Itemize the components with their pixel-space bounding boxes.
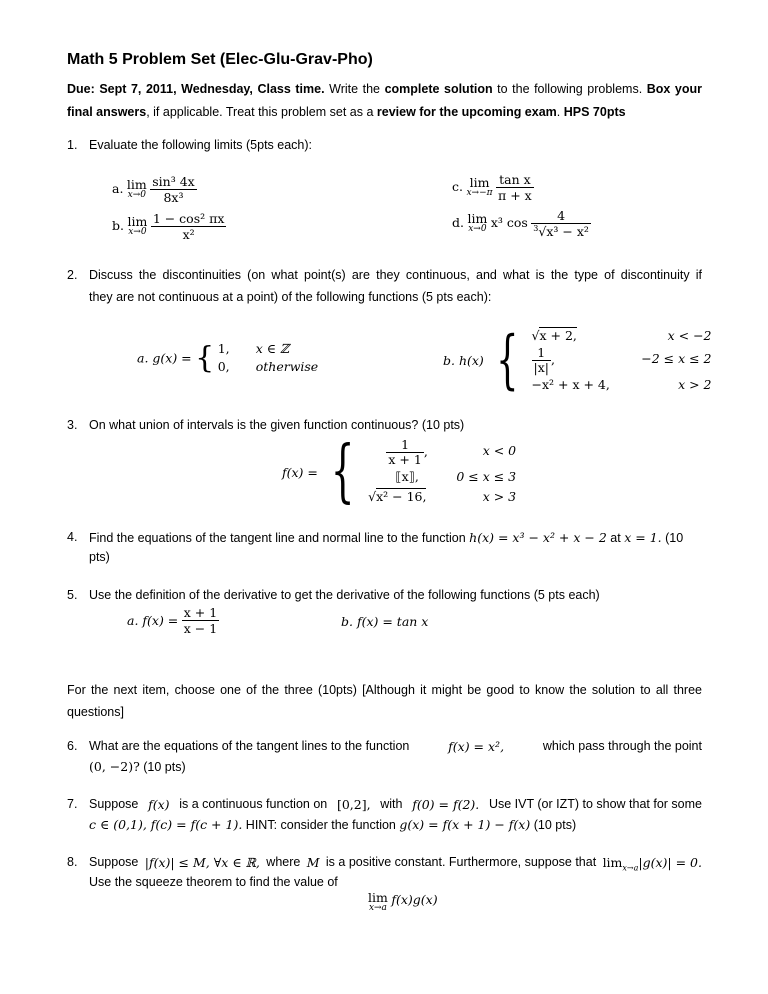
lim-operator — [466, 174, 493, 199]
next-item-line1: For the next item, choose one of the three (10pts) [Although it might be good to know the solution to all three — [67, 683, 702, 697]
left-brace: { — [195, 340, 215, 376]
q2b-function — [443, 325, 712, 395]
function-label: a. g(x) = — [137, 350, 192, 366]
case-value: 0, — [217, 359, 230, 374]
q1-text: Evaluate the following limits (5pts each): — [89, 138, 313, 152]
q3-text: On what union of intervals is the given function continuous? (10 pts) — [89, 418, 465, 432]
case-value: −x² + x + 4, — [531, 376, 610, 392]
numerator: x + 1 — [183, 605, 218, 620]
q3-number: 3. — [67, 418, 78, 432]
q8-text: is a positive constant. Furthermore, suppose that — [325, 855, 597, 869]
intro-paragraph — [67, 78, 702, 101]
case-condition: x > 2 — [678, 376, 712, 392]
fraction — [150, 174, 196, 205]
denominator: π + x — [498, 188, 532, 203]
q6-text: which pass through the point — [542, 739, 702, 753]
q7-points: (10 pts) — [533, 818, 577, 832]
intro-paragraph-2 — [67, 101, 626, 124]
q1-number: 1. — [67, 138, 78, 152]
q7-line2 — [89, 817, 576, 832]
q4-line2: pts) — [89, 550, 110, 564]
q5b-function: b. f(x) = tan x — [341, 614, 429, 629]
q3-function — [282, 432, 517, 511]
intro-text: Write the — [324, 82, 385, 96]
intro-text: to the following problems. — [492, 82, 647, 96]
denominator: |x| — [533, 359, 549, 375]
case-value: √x² − 16, — [368, 488, 427, 504]
case-condition: x > 3 — [482, 488, 517, 504]
lim-word: lim — [368, 890, 388, 905]
piecewise-cases — [218, 340, 318, 376]
q8-text: Suppose — [89, 855, 139, 869]
q2-line2: they are not continuous at a point) of the following functions (5 pts each): — [89, 290, 492, 304]
fraction — [182, 605, 219, 636]
denominator: x + 1 — [388, 451, 422, 467]
q8-line2: Use the squeeze theorem to find the value of — [89, 875, 338, 889]
intro-text: , if applicable. Treat this problem set as a — [146, 105, 377, 119]
denominator: x − 1 — [183, 621, 218, 636]
radicand: x + 2, — [539, 327, 577, 343]
q5a-function — [127, 605, 219, 636]
q2-line1: Discuss the discontinuities (on what point(s) are they continuous, and what is the type of discontinuity if — [89, 268, 702, 282]
lim-operator — [127, 213, 148, 238]
intro-text: . — [556, 105, 564, 119]
q7-text: with — [380, 797, 403, 811]
case-value: 1, — [217, 341, 230, 356]
lim-subscript: x→−π — [466, 187, 493, 198]
lim-subscript: x→a — [622, 863, 639, 873]
lim-word: lim — [126, 176, 147, 192]
due-date: Due: Sept 7, 2011, Wednesday, Class time. — [67, 82, 325, 96]
q7-interval: [0,2], — [336, 797, 371, 812]
final-expression: f(x)g(x) — [391, 892, 438, 907]
intro-emphasis: Box your — [646, 82, 702, 96]
item-label: c. — [452, 178, 463, 194]
case-condition: x < 0 — [482, 443, 517, 459]
lim-subscript: x→0 — [128, 226, 147, 237]
q7-fx: f(x) — [148, 797, 170, 812]
q7-text: Suppose — [89, 797, 139, 811]
q7-hint: HINT: consider the function — [245, 818, 396, 832]
next-item-line2: questions] — [67, 705, 124, 719]
case-condition: x ∈ ℤ — [255, 341, 290, 356]
q6-point: (0, −2)? — [89, 759, 140, 774]
lim-subscript: x→0 — [468, 223, 487, 234]
piecewise-cases — [368, 438, 516, 507]
function-label: a. f(x) = — [127, 613, 179, 628]
root-index: 3 — [533, 224, 539, 233]
q7-g-function: g(x) = f(x + 1) − f(x) — [399, 817, 531, 832]
q6-text: What are the equations of the tangent lines to the function — [89, 739, 410, 753]
numerator: 1 — [401, 436, 410, 452]
q8-text: where — [266, 855, 301, 869]
item-label: d. — [452, 214, 464, 230]
lim-word: lim — [467, 210, 488, 226]
lim-word: lim — [602, 855, 623, 870]
case-condition: 0 ≤ x ≤ 3 — [456, 468, 517, 484]
lim-word: lim — [127, 213, 148, 229]
q7-condition: c ∈ (0,1), f(c) = f(c + 1). — [89, 817, 243, 832]
case-value: $\frac{1}{|x|}$ , — [533, 344, 555, 375]
function-label: b. h(x) — [443, 352, 484, 368]
q2-number: 2. — [67, 268, 78, 282]
q7-equation: f(0) = f(2). — [412, 797, 480, 812]
denominator: x² — [151, 226, 227, 242]
lim-operator — [368, 892, 388, 914]
q4-text: at — [610, 531, 621, 545]
q8-number: 8. — [67, 855, 78, 869]
q7-line1 — [89, 797, 702, 812]
q4-point: x = 1. — [624, 530, 662, 545]
radicand: x² − 16, — [376, 488, 427, 504]
lim-operator — [467, 210, 488, 235]
q4-line1 — [89, 530, 683, 545]
q8-line1 — [89, 855, 702, 873]
fraction — [496, 172, 534, 203]
q1b-limit — [112, 211, 226, 242]
left-brace: { — [496, 323, 519, 397]
intro-emphasis: final answers — [67, 105, 147, 119]
case-value: $\frac{1}{x + 1}$ , — [388, 436, 428, 467]
piecewise-cases — [532, 326, 712, 395]
denominator: 8x³ — [150, 189, 196, 205]
lim-operator — [126, 176, 147, 201]
q5-number: 5. — [67, 588, 78, 602]
lim-subscript: x→a — [368, 903, 387, 913]
numerator: 1 — [537, 344, 546, 360]
q1a-limit — [112, 174, 197, 205]
q4-number: 4. — [67, 530, 78, 544]
numerator: 4 — [557, 208, 566, 223]
case-condition: otherwise — [255, 359, 319, 374]
page-title: Math 5 Problem Set (Elec-Glu-Grav-Pho) — [67, 51, 373, 68]
q7-text: is a continuous function on — [179, 797, 328, 811]
q1c-limit — [452, 172, 534, 203]
q4-text: Find the equations of the tangent line and normal line to the function — [89, 531, 466, 545]
fraction — [151, 211, 227, 242]
q8-limit-tail: |g(x)| = 0. — [638, 855, 702, 870]
left-brace: { — [331, 432, 355, 511]
intro-emphasis: complete solution — [384, 82, 493, 96]
intro-emphasis: review for the upcoming exam — [376, 105, 557, 119]
radicand: x³ − x² — [546, 224, 589, 240]
denominator: $^3$√x³ − x² — [533, 224, 589, 240]
numerator: tan x — [499, 172, 531, 187]
case-value: ⟦x⟧, — [395, 468, 419, 484]
item-label: b. — [112, 217, 124, 233]
case-condition: x < −2 — [667, 327, 712, 343]
q7-number: 7. — [67, 797, 78, 811]
numerator: 1 − cos² πx — [152, 211, 225, 226]
q4-points: (10 — [665, 531, 684, 545]
q5-text: Use the definition of the derivative to get the derivative of the following functions (5 pts each) — [89, 588, 600, 602]
q7-text: Use IVT (or IZT) to show that for some — [488, 797, 702, 811]
q8-final-limit — [368, 892, 438, 914]
total-points: HPS 70pts — [563, 105, 626, 119]
q8-constant: M — [306, 855, 320, 870]
q6-line1 — [89, 739, 702, 754]
q6-line2 — [89, 759, 186, 774]
q8-condition: |f(x)| ≤ M, ∀x ∈ ℝ, — [144, 855, 260, 870]
lim-subscript: x→0 — [127, 189, 147, 200]
q1d-limit — [452, 208, 591, 239]
fraction — [531, 208, 591, 239]
q6-expression: f(x) = x², — [448, 739, 505, 754]
case-condition: −2 ≤ x ≤ 2 — [641, 351, 712, 367]
q4-expression: h(x) = x³ − x² + x − 2 — [469, 530, 607, 545]
q6-points: (10 pts) — [143, 760, 186, 774]
q6-number: 6. — [67, 739, 78, 753]
item-label: a. — [112, 180, 124, 196]
expression: x³ cos — [490, 214, 528, 230]
q2a-function — [137, 340, 318, 376]
case-value: √x + 2, — [531, 327, 577, 343]
numerator: sin³ 4x — [152, 174, 195, 189]
function-label: f(x) = — [282, 464, 318, 480]
lim-word: lim — [469, 174, 490, 190]
